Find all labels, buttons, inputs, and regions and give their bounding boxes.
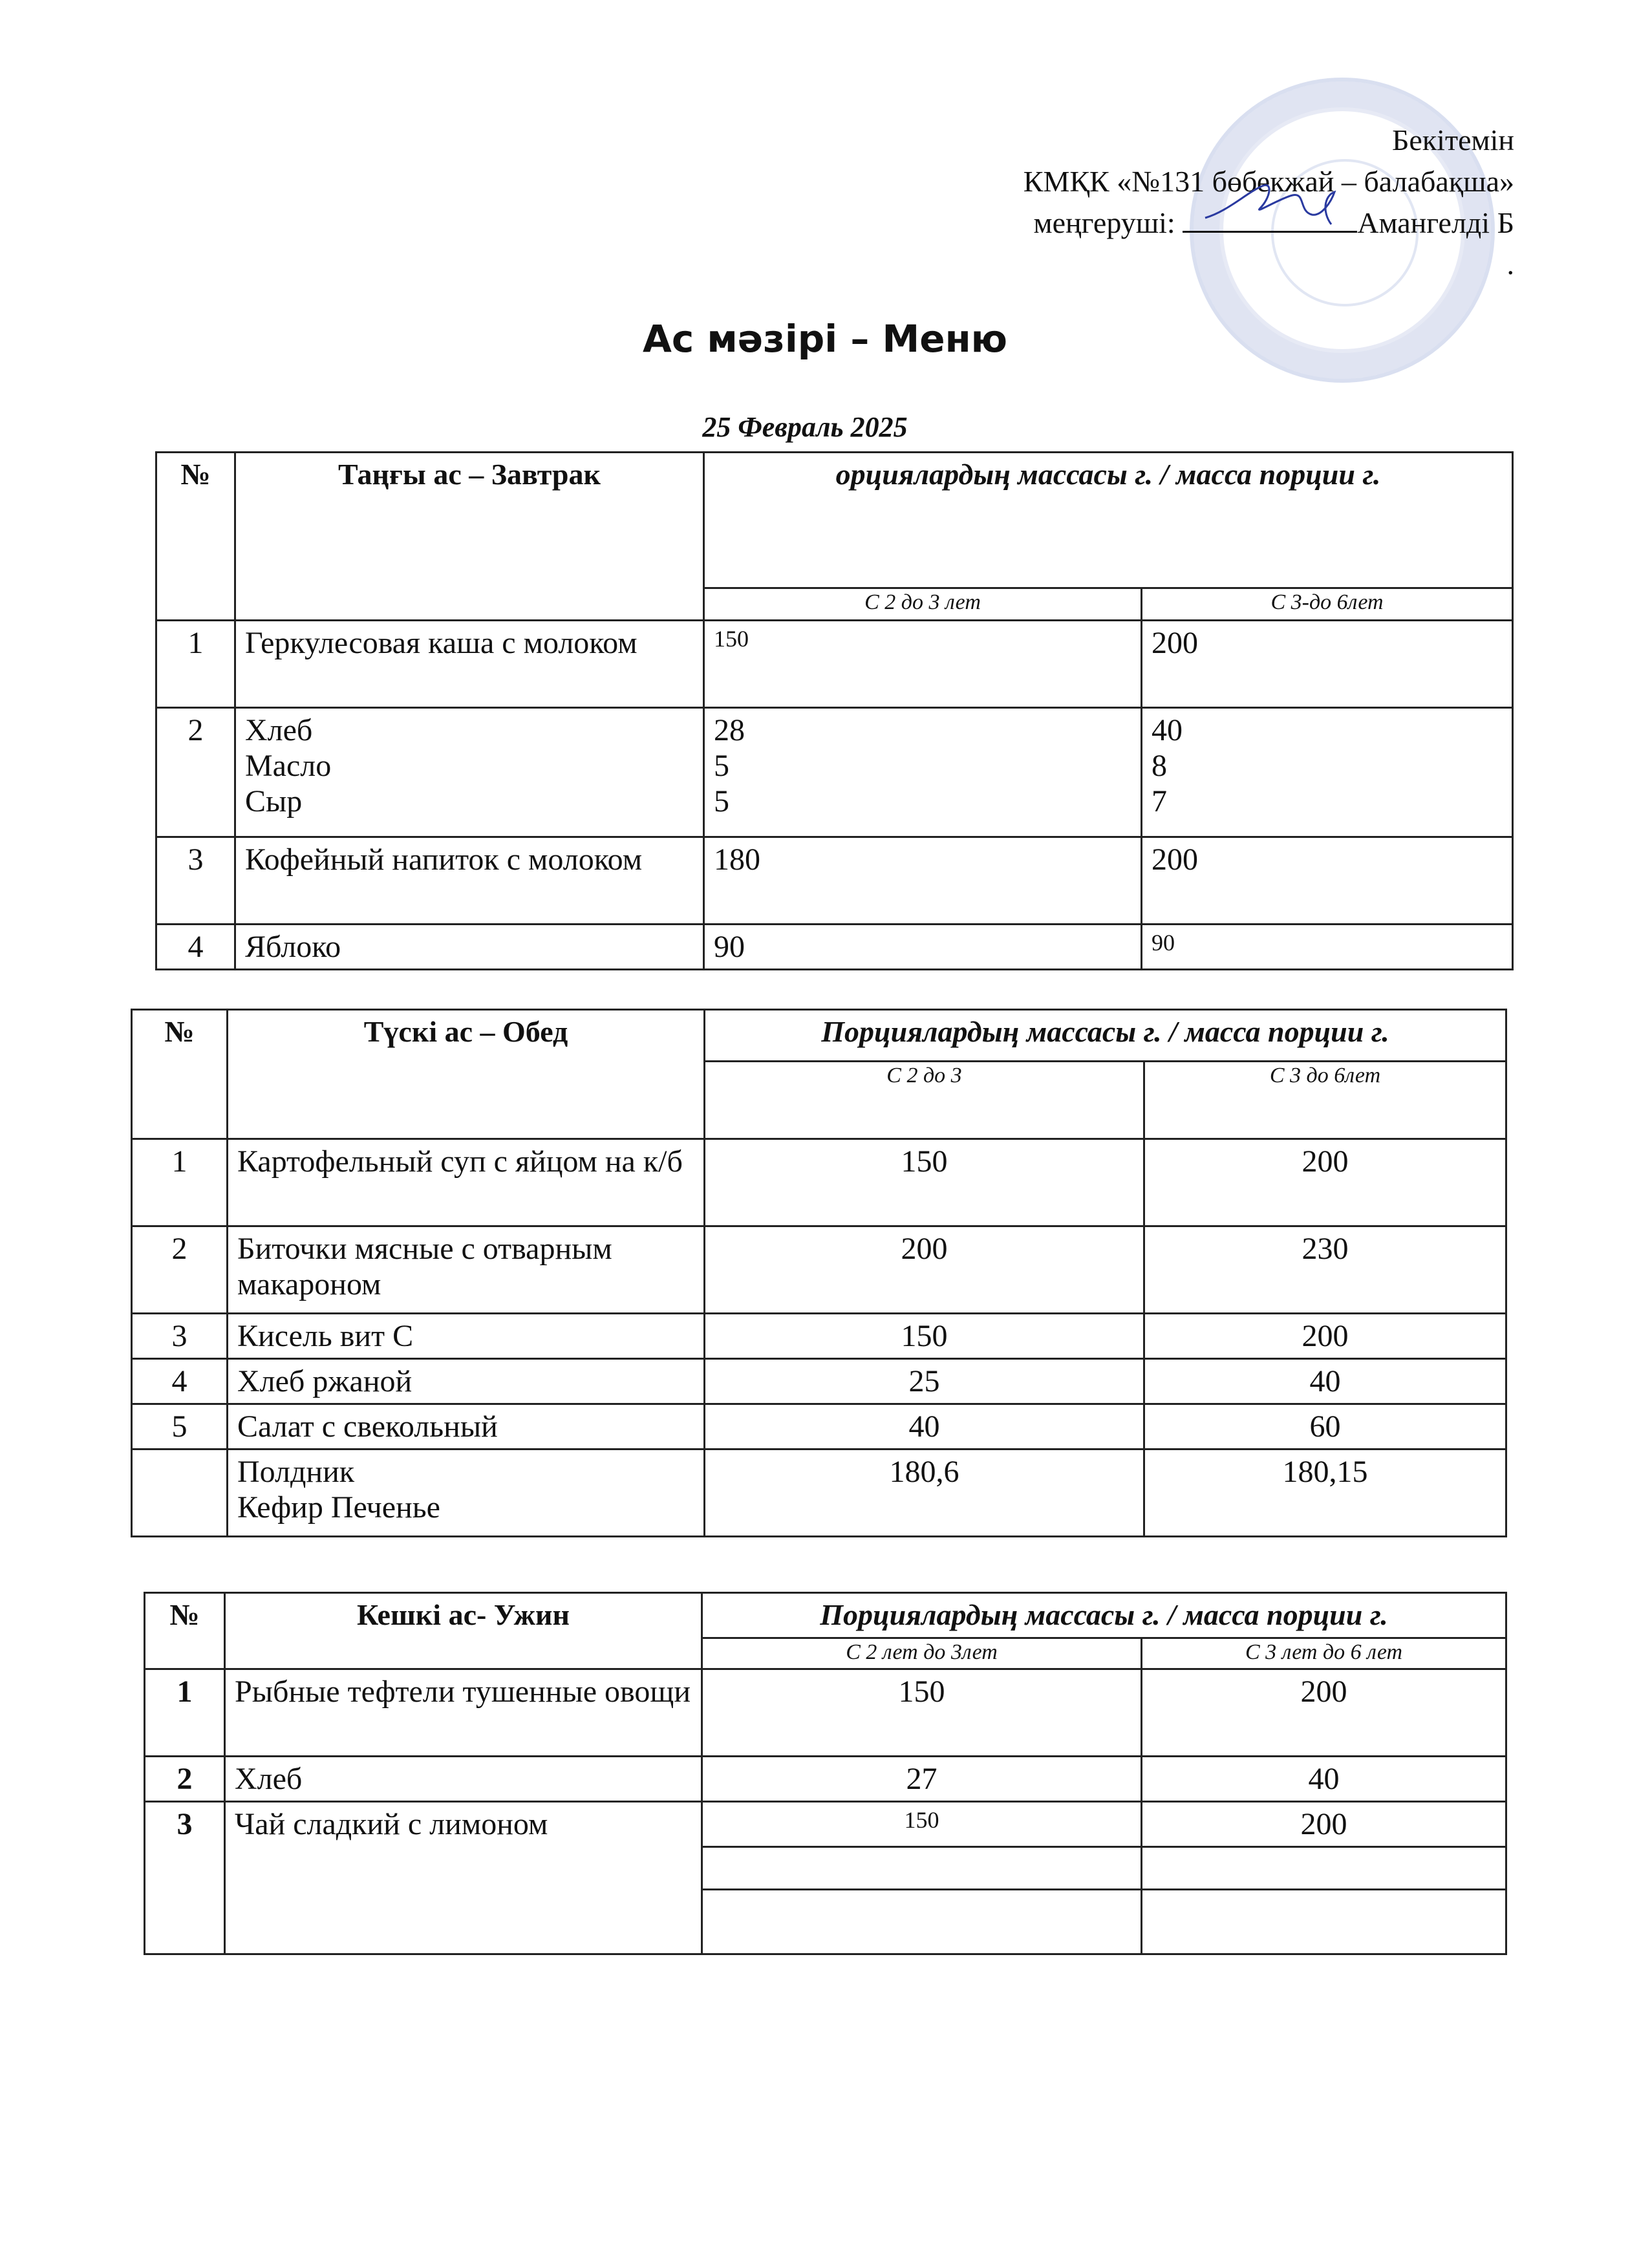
row-no: 4: [156, 925, 235, 970]
mass-value: 5: [714, 784, 729, 818]
approve-label: Бекітемін: [1392, 123, 1514, 156]
dish-name: Геркулесовая каша с молоком: [235, 621, 704, 708]
table-row: [145, 1757, 1506, 1802]
col-no: №: [145, 1593, 225, 1669]
dish-name: Кисель вит С: [228, 1314, 705, 1359]
col-portion-mass: орциялардың массасы г. / масса порции г.: [704, 453, 1513, 588]
snack-name: [228, 1450, 705, 1537]
manager-label: меңгеруші:: [1033, 206, 1175, 239]
table-row-snack: [132, 1450, 1506, 1537]
age-2-3: С 2 лет до 3лет: [702, 1638, 1142, 1669]
mass-3-6: 60: [1144, 1404, 1506, 1450]
table-row: [145, 1669, 1506, 1757]
empty-cell: [702, 1847, 1142, 1890]
mass-value: 28: [714, 713, 745, 747]
signature-scribble: [1202, 173, 1344, 231]
dinner-table: [144, 1592, 1507, 1955]
row-no: 2: [132, 1226, 228, 1314]
mass-3-6: 200: [1144, 1314, 1506, 1359]
row-no: 5: [132, 1404, 228, 1450]
snack-mass-3-6: 180,15: [1144, 1450, 1506, 1537]
col-portion-mass: Порциялардың массасы г. / масса порции г.: [702, 1593, 1506, 1638]
mass-value: 7: [1152, 784, 1167, 818]
row-no: 1: [156, 621, 235, 708]
mass-2-3: 180: [704, 837, 1142, 925]
row-no: 2: [156, 708, 235, 837]
snack-title: Полдник: [237, 1455, 355, 1489]
mass-2-3: 25: [705, 1359, 1144, 1404]
row-no: 1: [132, 1139, 228, 1226]
mass-3-6: 40: [1142, 1757, 1506, 1802]
empty-cell: [1142, 1890, 1506, 1954]
dish-name: Кофейный напиток с молоком: [235, 837, 704, 925]
dish-line: Сыр: [245, 784, 303, 818]
dish-name: Картофельный суп с яйцом на к/б: [228, 1139, 705, 1226]
empty-cell: [1142, 1847, 1506, 1890]
row-no: 3: [156, 837, 235, 925]
mass-3-6: 200: [1142, 837, 1513, 925]
dish-name: Хлеб ржаной: [228, 1359, 705, 1404]
mass-2-3: 150: [705, 1314, 1144, 1359]
row-no: 2: [145, 1757, 225, 1802]
table-row: [156, 925, 1513, 970]
menu-date: 25 Февраль 2025: [702, 411, 908, 443]
age-3-6: С 3 до 6лет: [1144, 1062, 1506, 1139]
dish-name: Хлеб: [225, 1757, 702, 1802]
mass-value: 8: [1152, 749, 1167, 783]
col-portion-mass: Порциялардың массасы г. / масса порции г.: [705, 1010, 1506, 1062]
col-no: №: [132, 1010, 228, 1139]
mass-value: 40: [1152, 713, 1183, 747]
col-meal-name: Кешкі ас- Ужин: [225, 1593, 702, 1669]
mass-3-6: 40: [1144, 1359, 1506, 1404]
col-meal-name: Түскі ас – Обед: [228, 1010, 705, 1139]
row-no: 1: [145, 1669, 225, 1757]
mass-3-6: 200: [1142, 1669, 1506, 1757]
table-row: [132, 1359, 1506, 1404]
row-no: 4: [132, 1359, 228, 1404]
signature: [1183, 205, 1357, 233]
manager-name: Амангелді Б: [1357, 206, 1514, 239]
age-2-3: С 2 до 3: [705, 1062, 1144, 1139]
mass-3-6: 200: [1142, 1802, 1506, 1847]
lunch-table: [131, 1009, 1507, 1537]
mass-2-3: 90: [704, 925, 1142, 970]
row-no: 3: [145, 1802, 225, 1954]
table-row: [156, 621, 1513, 708]
breakfast-table: [155, 451, 1514, 970]
col-no: №: [156, 453, 235, 621]
table-row: [132, 1226, 1506, 1314]
approval-header: [609, 120, 1514, 285]
mass-2-3: 150: [702, 1802, 1142, 1847]
organization-name: КМҚК «№131 бөбекжай – балабақша»: [1023, 165, 1514, 198]
table-row: [156, 708, 1513, 837]
dish-name: Салат с свекольный: [228, 1404, 705, 1450]
manager-line: [609, 202, 1514, 244]
table-row: [132, 1404, 1506, 1450]
dish-name: Чай сладкий с лимоном: [225, 1802, 702, 1954]
mass-3-6: 200: [1144, 1139, 1506, 1226]
dish-name: [235, 708, 704, 837]
col-meal-name: Таңғы ас – Завтрак: [235, 453, 704, 621]
header-dot: .: [1506, 248, 1514, 281]
mass-3-6: 200: [1142, 621, 1513, 708]
mass-3-6: 230: [1144, 1226, 1506, 1314]
table-row: [132, 1314, 1506, 1359]
dish-name: Биточки мясные с отварным макароном: [228, 1226, 705, 1314]
page-title: Ас мәзірі – Меню: [642, 317, 1008, 361]
dish-name: Рыбные тефтели тушенные овощи: [225, 1669, 702, 1757]
row-no-empty: [132, 1450, 228, 1537]
table-row: [145, 1802, 1506, 1847]
table-row: [132, 1139, 1506, 1226]
row-no: 3: [132, 1314, 228, 1359]
mass-2-3: 27: [702, 1757, 1142, 1802]
mass-2-3: 150: [704, 621, 1142, 708]
mass-2-3: 200: [705, 1226, 1144, 1314]
age-2-3: С 2 до 3 лет: [704, 588, 1142, 621]
table-row: [156, 837, 1513, 925]
age-3-6: С 3 лет до 6 лет: [1142, 1638, 1506, 1669]
mass-2-3: 150: [702, 1669, 1142, 1757]
mass-2-3: [704, 708, 1142, 837]
dish-line: Масло: [245, 749, 332, 783]
mass-value: 5: [714, 749, 729, 783]
age-3-6: С 3-до 6лет: [1142, 588, 1513, 621]
mass-3-6: [1142, 708, 1513, 837]
empty-cell: [702, 1890, 1142, 1954]
snack-mass-2-3: 180,6: [705, 1450, 1144, 1537]
snack-items: Кефир Печенье: [237, 1490, 440, 1524]
mass-2-3: 150: [705, 1139, 1144, 1226]
mass-2-3: 40: [705, 1404, 1144, 1450]
dish-line: Хлеб: [245, 713, 313, 747]
dish-name: Яблоко: [235, 925, 704, 970]
mass-3-6: 90: [1142, 925, 1513, 970]
